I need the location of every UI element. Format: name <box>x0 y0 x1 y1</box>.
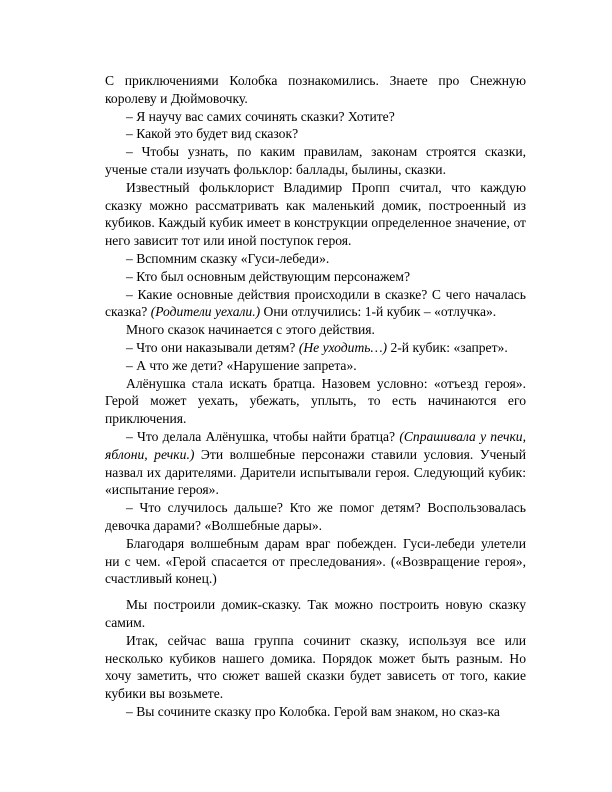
text-run: – Кто был основным действующим персонажем? <box>126 268 410 284</box>
paragraph <box>105 499 526 535</box>
paragraph <box>105 268 526 286</box>
text-run: Известный фольклорист Владимир Пропп считал, что каждую сказку можно рассматривать как маленький домик, построенный из кубиков. Каждый кубик имеет в конструкции определенное значение, от него зависит тот или иной поступок героя. <box>105 179 526 249</box>
italic-remark: (Спрашивала у печки, яблони, речки.) <box>105 428 526 462</box>
paragraph <box>105 596 526 632</box>
text-run: Много сказок начинается с этого действия. <box>126 322 375 338</box>
paragraph <box>105 108 526 126</box>
text-run: Они отлучились: 1-й кубик – «отлучка». <box>260 304 497 320</box>
paragraph <box>105 535 526 588</box>
text-run: – Вы сочините сказку про Колобка. Герой вам знаком, но сказ-ка <box>126 703 500 719</box>
paragraph <box>105 375 526 428</box>
paragraph <box>105 72 526 108</box>
text-run: 2-й кубик: «запрет». <box>387 339 508 355</box>
paragraph <box>105 250 526 268</box>
paragraph <box>105 703 526 721</box>
paragraph <box>105 286 526 322</box>
text-run: – Что делала Алёнушка, чтобы найти братца? <box>126 428 400 444</box>
text-run: Благодаря волшебным дарам враг побежден. Гуси-лебеди улетели ни с чем. «Герой спасается от преследования». («Возвращение героя», счастливый конец.) <box>105 535 526 587</box>
text-run: Алёнушка стала искать братца. Назовем условно: «отъезд героя». Герой может уехать, убежать, уплыть, то есть начинаются его приключения. <box>105 375 526 427</box>
paragraph <box>105 357 526 375</box>
text-run: Эти волшебные персонажи ставили условия. Ученый назвал их дарителями. Дарители испытывали героя. Следующий кубик: «испытание героя». <box>105 446 527 498</box>
paragraph <box>105 428 526 499</box>
paragraph <box>105 125 526 143</box>
text-run: – Чтобы узнать, по каким правилам, законам строятся сказки, ученые стали изучать фольклор: баллады, былины, сказки. <box>105 144 526 177</box>
text-run: Мы построили домик-сказку. Так можно построить новую сказку самим. <box>105 597 526 630</box>
text-run: – Что они наказывали детям? <box>126 339 299 355</box>
text-run: – Вспомним сказку «Гуси-лебеди». <box>126 250 330 266</box>
paragraph <box>105 143 526 179</box>
italic-remark: (Не уходить…) <box>298 339 388 355</box>
text-run: – Какие основные действия происходили в сказке? С чего началась сказка? <box>105 286 526 320</box>
text-run: – А что же дети? «Нарушение запрета». <box>126 357 357 373</box>
paragraph <box>105 339 526 357</box>
text-run: – Я научу вас самих сочинять сказки? Хотите? <box>126 108 395 124</box>
paragraph <box>105 179 526 250</box>
text-run: – Какой это будет вид сказок? <box>126 126 299 142</box>
italic-remark: (Родители уехали.) <box>150 304 261 320</box>
text-run: С приключениями Колобка познакомились. Знаете про Снежную королеву и Дюймовочку. <box>105 73 526 106</box>
paragraph <box>105 632 526 703</box>
text-run: Итак, сейчас ваша группа сочинит сказку, используя все или несколько кубиков нашего домика. Порядок может быть разным. Но хочу заметить, что сюжет вашей сказки будет зависеть от того, какие кубики вы возьмете. <box>105 632 526 702</box>
text-body <box>105 72 526 721</box>
paragraph <box>105 321 526 339</box>
text-run: – Что случилось дальше? Кто же помог детям? Воспользовалась девочка дарами? «Волшебные дары». <box>105 500 526 533</box>
